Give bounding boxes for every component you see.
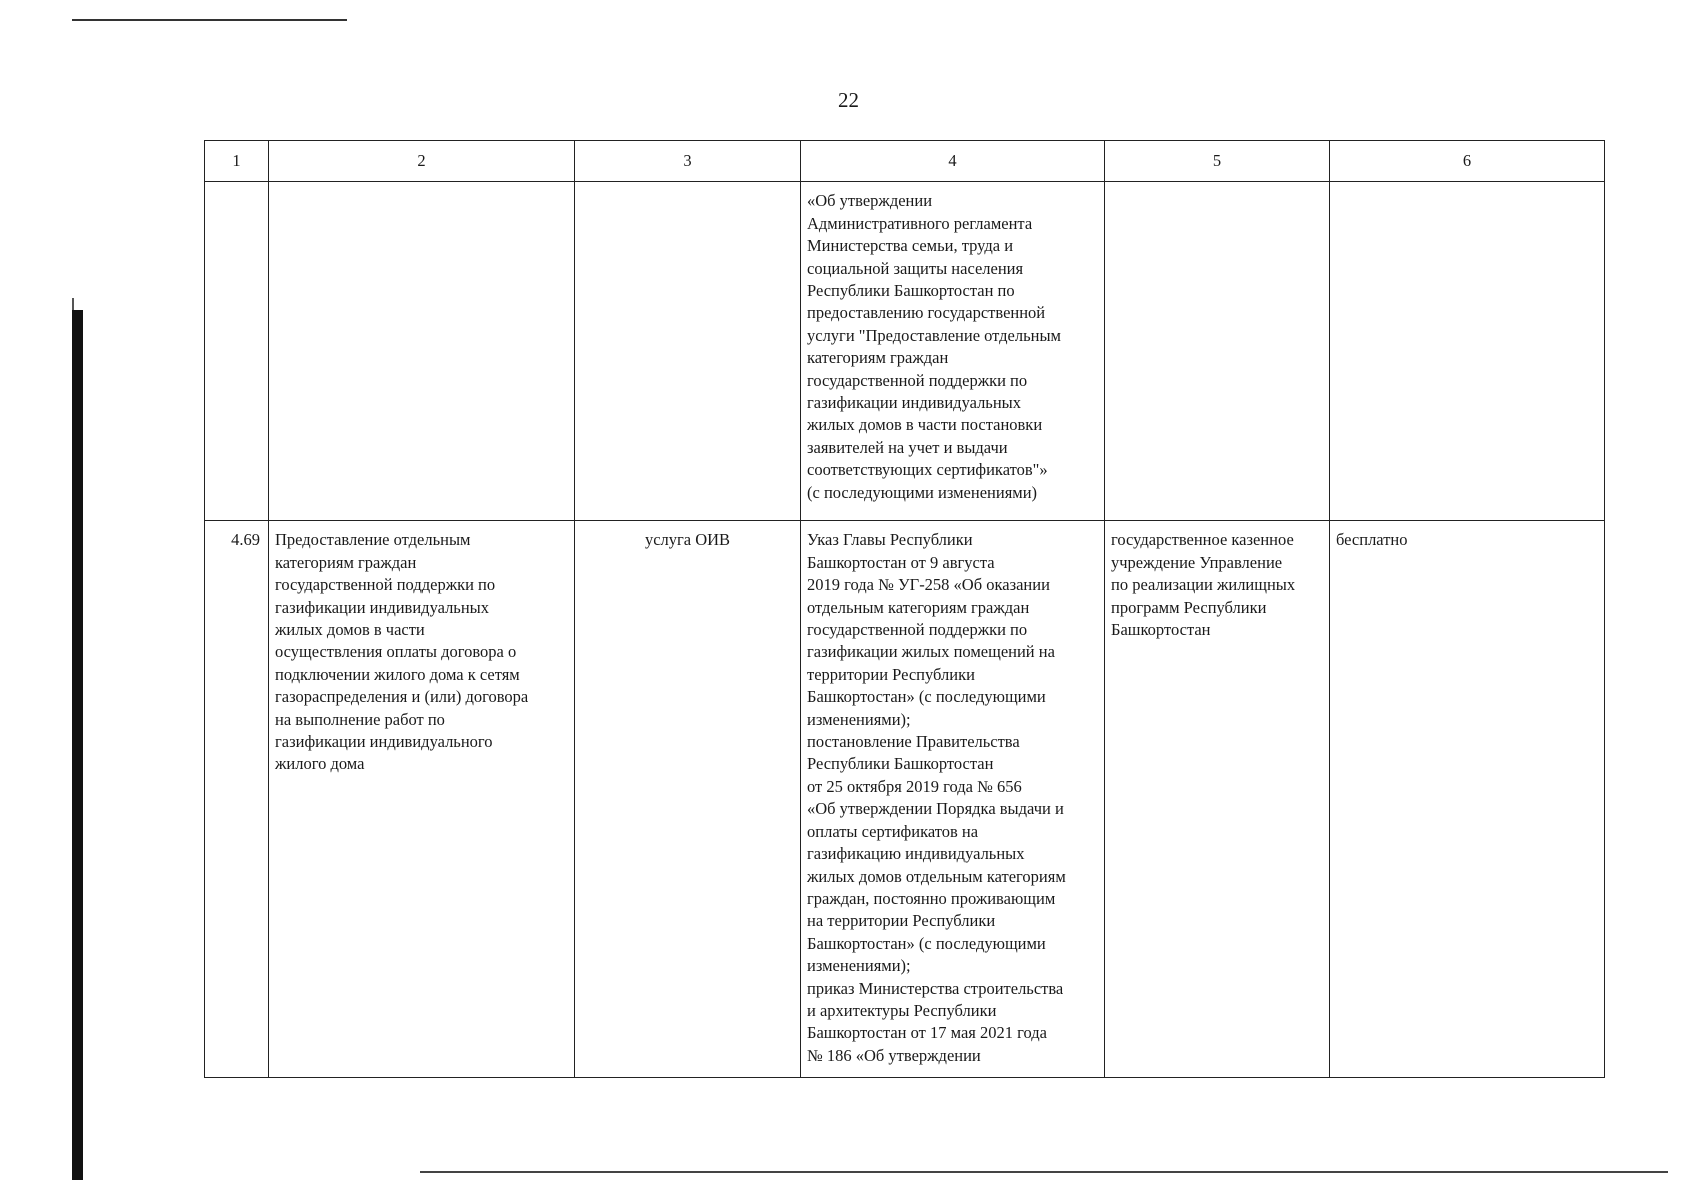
scan-artifact-bottom-line xyxy=(420,1171,1668,1173)
text-line: на выполнение работ по xyxy=(275,709,445,729)
text-line: Республики Башкортостан xyxy=(807,754,994,774)
header-row xyxy=(205,141,1605,182)
text-line: жилых домов в части xyxy=(275,620,425,640)
header-cell: 6 xyxy=(1330,141,1605,182)
text-line: Башкортостан» (с последующими xyxy=(807,687,1046,707)
empty-cell xyxy=(1105,182,1330,521)
service-name-cell xyxy=(269,521,575,1078)
text-line: Башкортостан от 9 августа xyxy=(807,552,995,572)
text-line: жилых домов в части постановки xyxy=(807,415,1043,435)
text-line: оплаты сертификатов на xyxy=(807,821,979,841)
text-line: соответствующих сертификатов"» xyxy=(807,460,1048,480)
text-line: газификации индивидуального xyxy=(275,732,493,752)
page-number: 22 xyxy=(838,88,859,112)
text-line: газификации жилых помещений на xyxy=(807,642,1055,662)
header-cell: 2 xyxy=(269,141,575,182)
text-line: программ Республики xyxy=(1111,597,1267,617)
text-line: приказ Министерства строительства xyxy=(807,978,1064,998)
empty-cell xyxy=(575,182,801,521)
text-line: граждан, постоянно проживающим xyxy=(807,888,1056,908)
scan-artifact-top-line xyxy=(72,19,347,21)
text-line: Предоставление отдельным xyxy=(275,530,471,550)
empty-cell xyxy=(205,182,269,521)
legal-basis-cell xyxy=(801,182,1105,521)
text-line: территории Республики xyxy=(807,664,975,684)
text-line: Башкортостан xyxy=(1111,620,1211,640)
text-line: государственной поддержки по xyxy=(275,575,496,595)
scan-artifact-left-bar xyxy=(72,310,83,1180)
text-line: постановление Правительства xyxy=(807,732,1020,752)
header-cell: 3 xyxy=(575,141,801,182)
text-line: газификации индивидуальных xyxy=(807,393,1021,413)
text-line: от 25 октября 2019 года № 656 xyxy=(807,776,1022,796)
fee-cell: бесплатно xyxy=(1330,521,1605,1078)
text-line: осуществления оплаты договора о xyxy=(275,642,517,662)
text-line: Министерства семьи, труда и xyxy=(807,236,1014,256)
text-line: категориям граждан xyxy=(275,552,417,572)
text-line: предоставлению государственной xyxy=(807,303,1046,323)
text-line: заявителей на учет и выдачи xyxy=(807,437,1008,457)
text-line: Республики Башкортостан по xyxy=(807,281,1015,301)
text-line: газификацию индивидуальных xyxy=(807,844,1025,864)
text-line: (с последующими изменениями) xyxy=(807,482,1038,502)
text-line: Башкортостан» (с последующими xyxy=(807,933,1046,953)
text-line: Башкортостан от 17 мая 2021 года xyxy=(807,1023,1047,1043)
legal-basis-cell xyxy=(801,521,1105,1078)
table-row xyxy=(205,521,1605,1078)
text-line: государственное казенное xyxy=(1111,530,1294,550)
text-line: жилых домов отдельным категориям xyxy=(807,866,1066,886)
services-table xyxy=(204,140,1605,1078)
text-line: учреждение Управление xyxy=(1111,552,1283,572)
text-line: изменениями); xyxy=(807,709,911,729)
empty-cell xyxy=(269,182,575,521)
provider-cell xyxy=(1105,521,1330,1078)
text-line: подключении жилого дома к сетям xyxy=(275,664,520,684)
text-line: услуги "Предоставление отдельным xyxy=(807,325,1062,345)
header-cell: 1 xyxy=(205,141,269,182)
text-line: Административного регламента xyxy=(807,213,1033,233)
header-cell: 5 xyxy=(1105,141,1330,182)
text-line: 2019 года № УГ-258 «Об оказании xyxy=(807,575,1050,595)
text-line: категориям граждан xyxy=(807,348,949,368)
continuation-row xyxy=(205,182,1605,521)
text-line: государственной поддержки по xyxy=(807,370,1028,390)
text-line: «Об утверждении xyxy=(807,191,933,211)
empty-cell xyxy=(1330,182,1605,521)
text-line: государственной поддержки по xyxy=(807,620,1028,640)
text-line: по реализации жилищных xyxy=(1111,575,1296,595)
scan-artifact-left-tick xyxy=(72,298,74,310)
text-line: жилого дома xyxy=(275,754,365,774)
text-line: изменениями); xyxy=(807,956,911,976)
text-line: Указ Главы Республики xyxy=(807,530,973,550)
service-type-cell: услуга ОИВ xyxy=(575,521,801,1078)
text-line: № 186 «Об утверждении xyxy=(807,1045,981,1065)
text-line: отдельным категориям граждан xyxy=(807,597,1030,617)
text-line: «Об утверждении Порядка выдачи и xyxy=(807,799,1064,819)
text-line: социальной защиты населения xyxy=(807,258,1024,278)
header-cell: 4 xyxy=(801,141,1105,182)
text-line: газификации индивидуальных xyxy=(275,597,489,617)
text-line: и архитектуры Республики xyxy=(807,1000,997,1020)
text-line: газораспределения и (или) договора xyxy=(275,687,529,707)
text-line: на территории Республики xyxy=(807,911,996,931)
row-number-cell: 4.69 xyxy=(205,521,269,1078)
